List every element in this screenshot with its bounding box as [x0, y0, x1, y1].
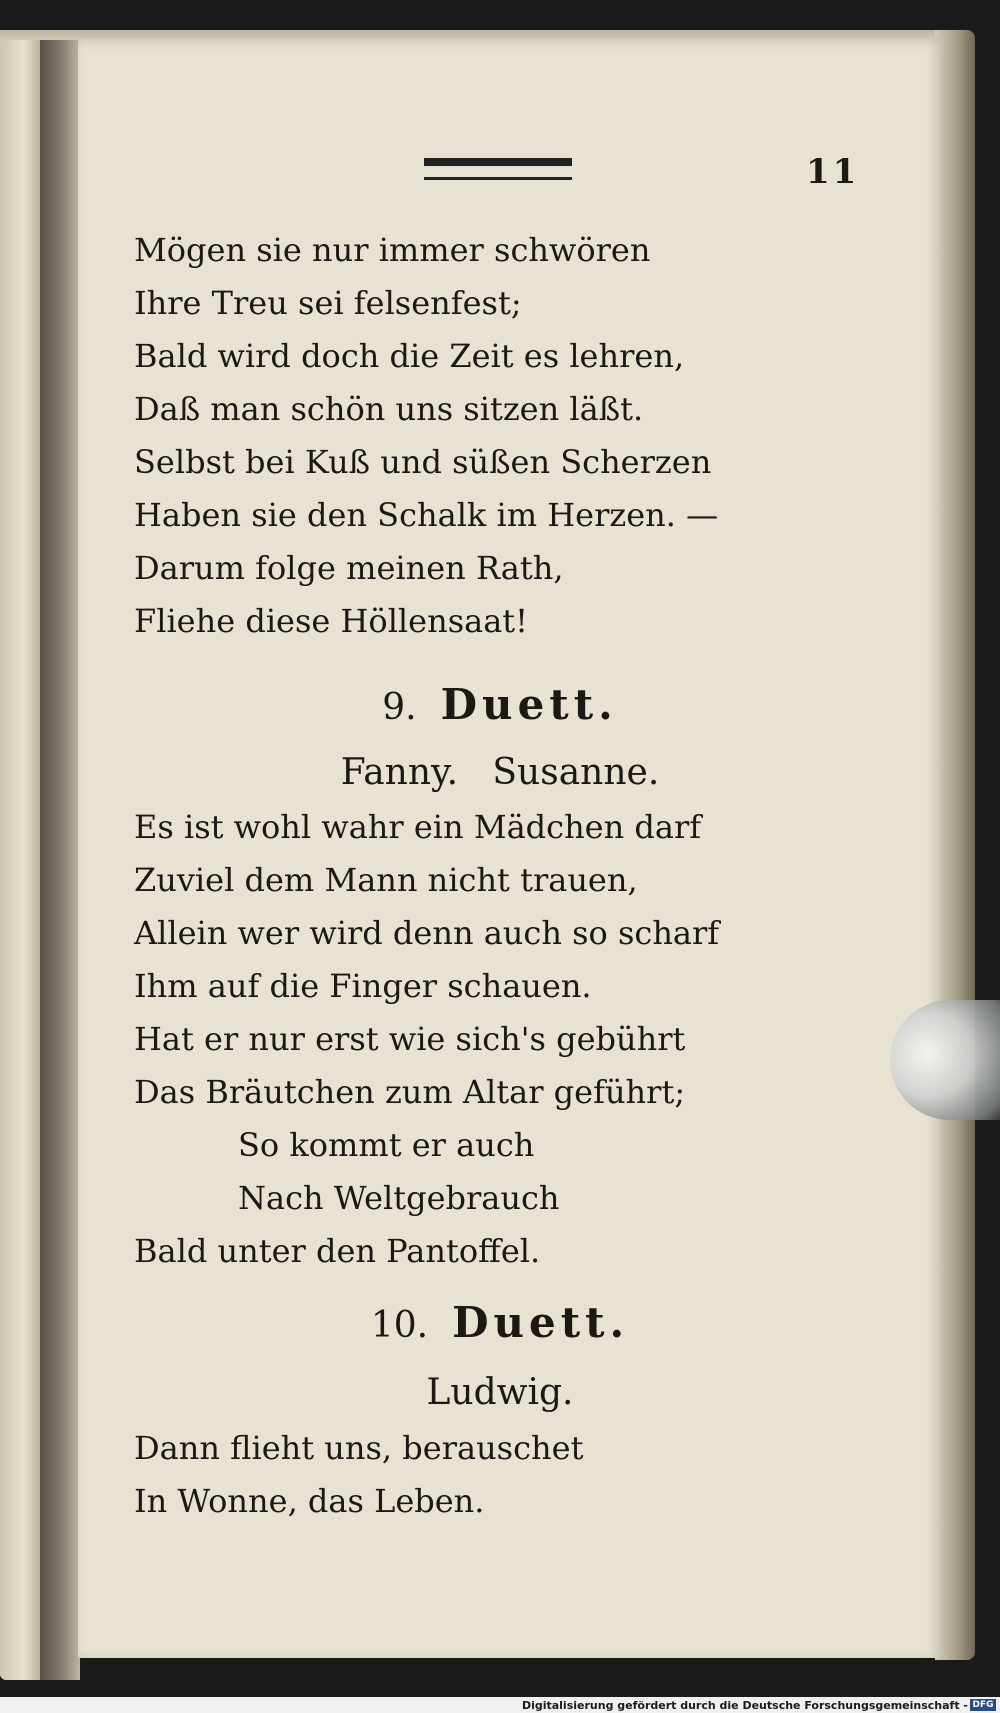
- verse-line: Fliehe diese Höllensaat!: [134, 602, 528, 640]
- verse-line-indented: Nach Weltgebrauch: [238, 1179, 560, 1217]
- section-9-verses: [134, 801, 719, 1278]
- verse-line: Darum folge meinen Rath,: [134, 549, 564, 587]
- verse-line: Das Bräutchen zum Altar geführt;: [134, 1073, 686, 1111]
- dfg-logo-icon: DFG: [970, 1699, 996, 1711]
- section-9-speakers: Fanny. Susanne.: [340, 752, 660, 793]
- section-10-verses: [134, 1422, 583, 1528]
- verse-line: Bald unter den Pantoffel.: [134, 1232, 541, 1270]
- section-9-number: 9.: [382, 687, 417, 728]
- stanza-1: [134, 224, 718, 648]
- ornamental-rule: [424, 158, 572, 166]
- verse-line-indented: So kommt er auch: [238, 1126, 535, 1164]
- section-10-number: 10.: [370, 1305, 429, 1346]
- right-page-edges: [935, 30, 975, 1660]
- verse-line: Allein wer wird denn auch so scharf: [134, 914, 720, 952]
- verse-line: Daß man schön uns sitzen läßt.: [134, 390, 644, 428]
- verse-line: Hat er nur erst wie sich's gebührt: [134, 1020, 686, 1058]
- section-10-speaker: Ludwig.: [426, 1372, 574, 1413]
- footer-credit: Digitalisierung gefördert durch die Deutsche Forschungsgemeinschaft -: [521, 1699, 968, 1712]
- left-page-edge: [0, 40, 40, 1680]
- verse-line: Haben sie den Schalk im Herzen. —: [134, 496, 719, 534]
- verse-line: In Wonne, das Leben.: [134, 1482, 485, 1520]
- page-clip-icon: [890, 1000, 1000, 1120]
- section-9-heading: [0, 680, 1000, 729]
- verse-line: Dann flieht uns, berauschet: [134, 1429, 584, 1467]
- verse-line: Ihre Treu sei felsenfest;: [134, 284, 522, 322]
- verse-line: Bald wird doch die Zeit es lehren,: [134, 337, 685, 375]
- book-gutter: [40, 40, 80, 1680]
- verse-line: Es ist wohl wahr ein Mädchen darf: [134, 808, 702, 846]
- ornamental-rule-thin: [424, 177, 572, 180]
- section-9-title: Duett.: [440, 680, 618, 729]
- verse-line: Zuviel dem Mann nicht trauen,: [134, 861, 638, 899]
- verse-line: Selbst bei Kuß und süßen Scherzen: [134, 443, 712, 481]
- verse-line: Mögen sie nur immer schwören: [134, 231, 651, 269]
- page-number: 11: [806, 152, 860, 192]
- verse-line: Ihm auf die Finger schauen.: [134, 967, 592, 1005]
- section-10-title: Duett.: [452, 1298, 630, 1347]
- section-10-heading: [0, 1298, 1000, 1347]
